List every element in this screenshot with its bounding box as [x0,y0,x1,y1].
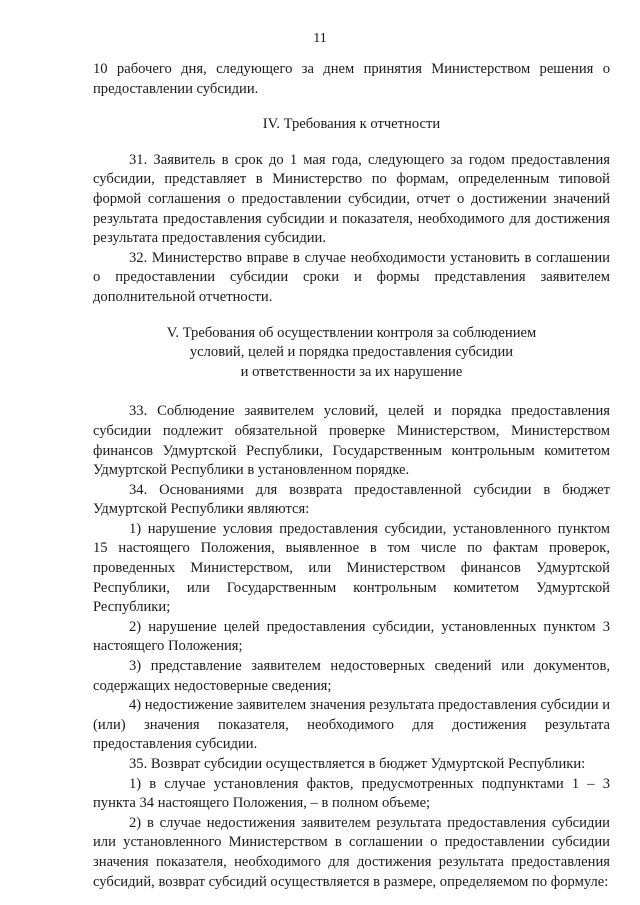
paragraph-34-item-4: 4) недостижение заявителем значения результата предоставления субсидии и (или) значения показателя, необходимого для достижения результата предоставления субсидии. [93,697,611,753]
document-body [93,60,610,892]
paragraph-32: 32. Министерство вправе в случае необходимости установить в соглашении о предоставлении субсидии сроки и формы представления заявителем дополнительной отчетности. [93,249,610,305]
paragraph-35-item-2: 2) в случае недостижения заявителем результата предоставления субсидии или установленного Министерством в соглашении о предоставлении субсидии значения показателя, необходимого для достижения результата предоставления субсидий, возврат субсидий осуществляется в размере, определяемом по формуле: [93,814,610,890]
paragraph-34-item-1: 1) нарушение условия предоставления субсидии, установленного пунктом 15 настоящего Положения, выявленное в том числе по фактам проверок, проведенных Министерством, или Министерством финансов Удмуртской Республики, или Государственным контрольным комитетом Удмуртской Республики; [93,520,610,616]
paragraph-34-item-2: 2) нарушение целей предоставления субсидии, установленных пунктом 3 настоящего Положения; [93,618,610,655]
section-5-title-line-3: и ответственности за их нарушение [240,363,463,380]
paragraph-34-item-3: 3) представление заявителем недостоверных сведений или документов, содержащих недостоверные сведения; [93,658,610,694]
paragraph-33: 33. Соблюдение заявителем условий, целей и порядка предоставления субсидии подлежит обязательной проверке Министерством, Министерством финансов Удмуртской Республики, Государственным контрольным комитетом Удмуртской Республики в установленном порядке. [93,403,610,479]
section-4-title: IV. Требования к отчетности [262,116,441,133]
paragraph-31: 31. Заявитель в срок до 1 мая года, следующего за годом предоставления субсидии, представляет в Министерство по формам, определенным типовой формой соглашения о предоставлении субсидии, отчет о достижении значений результата предоставления субсидии и показателя, необходимого для достижения результата предоставления субсидии. [93,151,610,247]
paragraph-34: 34. Основаниями для возврата предоставленной субсидии в бюджет Удмуртской Республики являются: [93,481,610,518]
page-number: 11 [313,31,327,46]
section-5-title-line-2: условий, целей и порядка предоставления субсидии [189,344,514,361]
paragraph-35-item-1: 1) в случае установления фактов, предусмотренных подпунктами 1 – 3 пункта 34 настоящего Положения, – в полном объеме; [93,775,610,812]
paragraph-35: 35. Возврат субсидии осуществляется в бюджет Удмуртской Республики: [129,756,586,772]
section-5-title-line-1: V. Требования об осуществлении контроля за соблюдением [166,324,537,341]
intro-paragraph: 10 рабочего дня, следующего за днем принятия Министерством решения о предоставлении субсидии. [93,61,610,97]
